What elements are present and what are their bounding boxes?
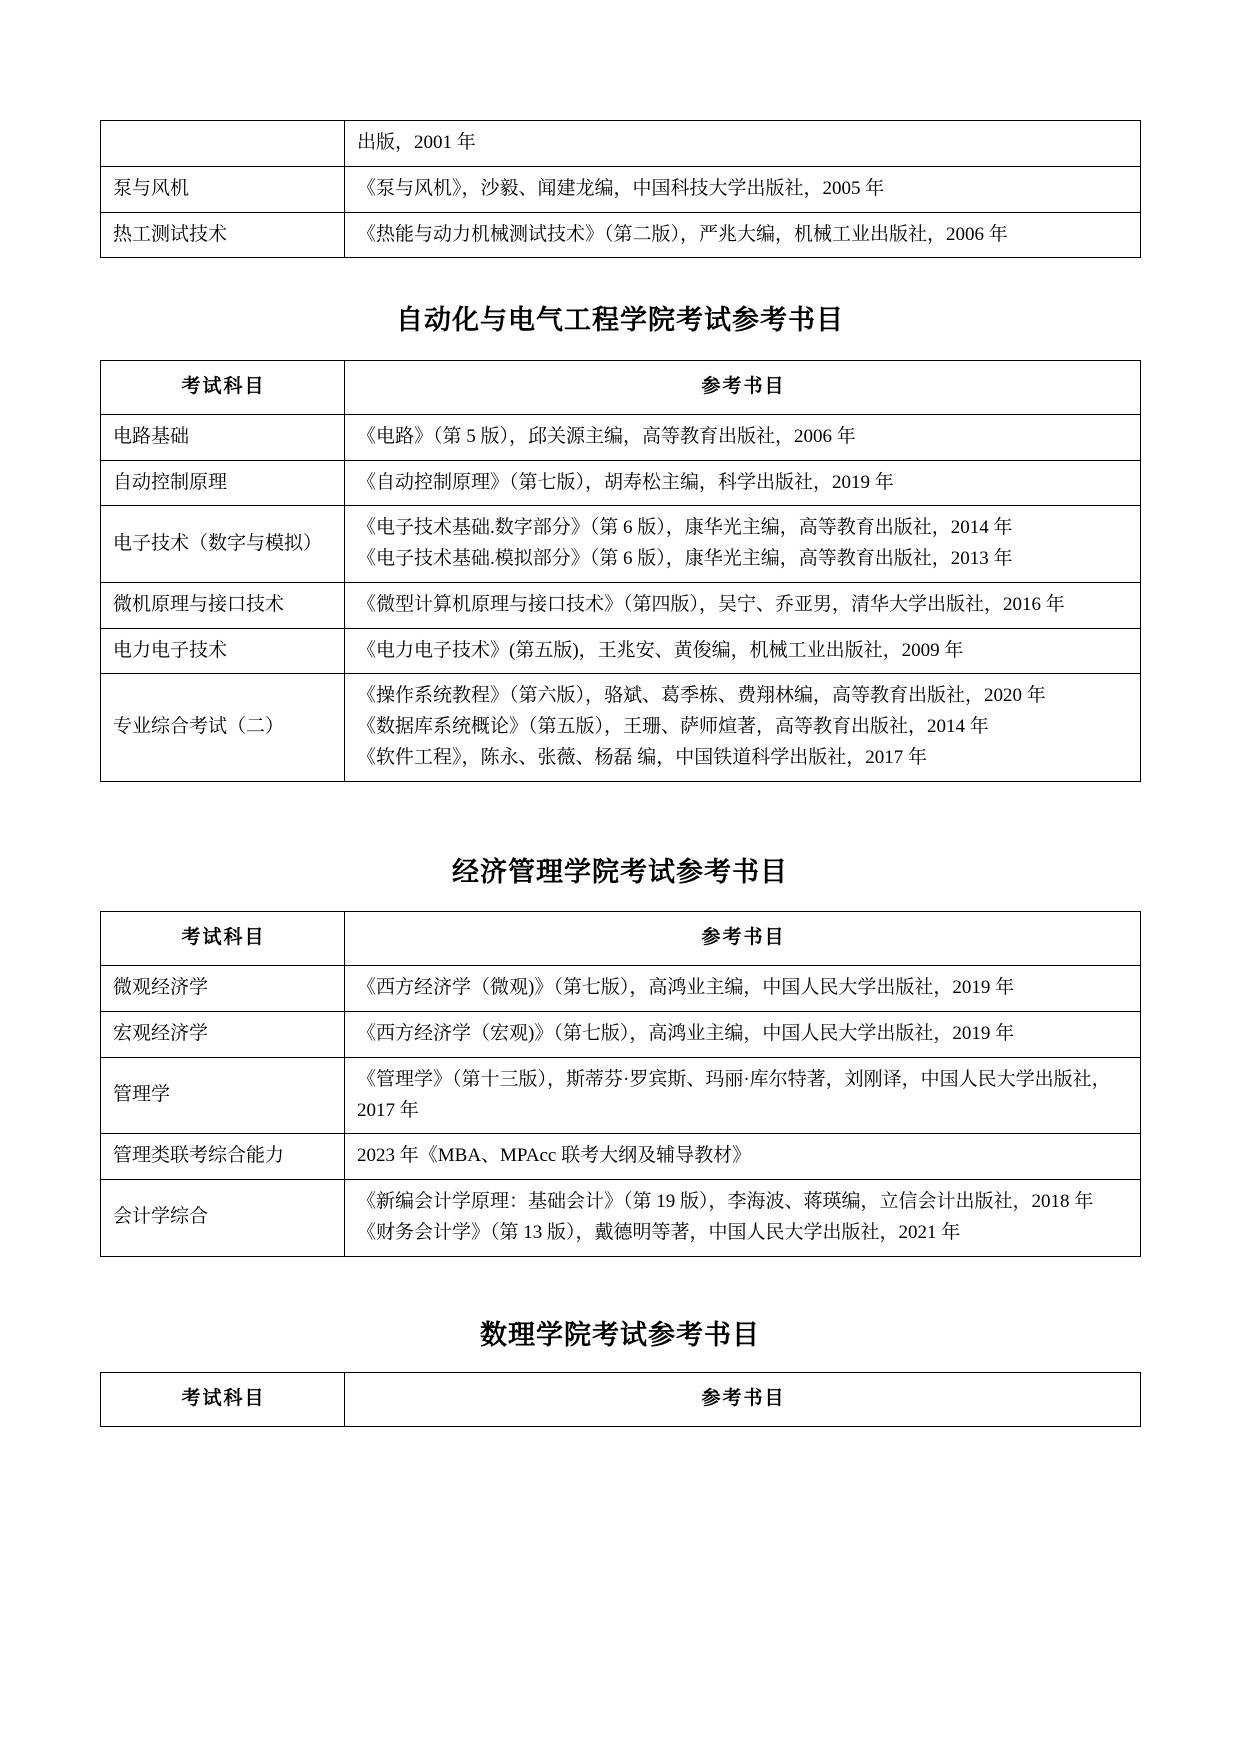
subject-cell: 电力电子技术 [101, 628, 345, 674]
book-line: 《财务会计学》（第 13 版），戴德明等著，中国人民大学出版社，2021 年 [357, 1221, 961, 1243]
column-header-subject: 考试科目 [101, 361, 345, 415]
section-heading-economics: 经济管理学院考试参考书目 [452, 856, 788, 887]
books-cell: 《微型计算机原理与接口技术》（第四版），吴宁、乔亚男，清华大学出版社，2016 年 [345, 582, 1141, 628]
table-row [101, 674, 1141, 781]
subject-cell: 微机原理与接口技术 [101, 582, 345, 628]
table-row [101, 1180, 1141, 1257]
books-cell: 《自动控制原理》（第七版），胡寿松主编，科学出版社，2019 年 [345, 460, 1141, 506]
table-row [101, 212, 1141, 258]
table-row [101, 460, 1141, 506]
table-header-row [101, 912, 1141, 966]
subject-cell: 专业综合考试（二） [101, 674, 345, 781]
table-row [101, 121, 1141, 167]
subject-cell: 微观经济学 [101, 966, 345, 1012]
column-header-books: 参考书目 [345, 912, 1141, 966]
book-line: 《新编会计学原理：基础会计》（第 19 版），李海波、蒋瑛编，立信会计出版社，2018 年 [357, 1191, 1094, 1213]
book-line: 《操作系统教程》（第六版），骆斌、葛季栋、费翔林编，高等教育出版社，2020 年 [357, 685, 1046, 707]
column-header-subject: 考试科目 [101, 912, 345, 966]
book-line: 《电子技术基础.模拟部分》（第 6 版），康华光主编，高等教育出版社，2013 年 [357, 548, 1013, 570]
table-header-row [101, 1373, 1141, 1427]
table-row [101, 506, 1141, 583]
books-cell [345, 506, 1141, 583]
table-row [101, 1134, 1141, 1180]
table-header-row [101, 361, 1141, 415]
column-header-subject: 考试科目 [101, 1373, 345, 1427]
table-row [101, 166, 1141, 212]
continued-reference-table [100, 120, 1141, 258]
books-cell [345, 674, 1141, 781]
table-row [101, 966, 1141, 1012]
books-cell: 2023 年《MBA、MPAcc 联考大纲及辅导教材》 [345, 1134, 1141, 1180]
table-row [101, 1011, 1141, 1057]
reference-table-automation [100, 360, 1141, 782]
table-row [101, 628, 1141, 674]
subject-cell: 泵与风机 [101, 166, 345, 212]
reference-table-economics [100, 911, 1141, 1256]
subject-cell: 管理学 [101, 1057, 345, 1134]
table-row [101, 582, 1141, 628]
table-row [101, 414, 1141, 460]
subject-cell: 电子技术（数字与模拟） [101, 506, 345, 583]
subject-cell: 会计学综合 [101, 1180, 345, 1257]
books-cell: 《西方经济学（宏观)》（第七版），高鸿业主编，中国人民大学出版社，2019 年 [345, 1011, 1141, 1057]
books-cell: 出版，2001 年 [345, 121, 1141, 167]
books-cell: 《电路》（第 5 版），邱关源主编，高等教育出版社，2006 年 [345, 414, 1141, 460]
section-heading-automation: 自动化与电气工程学院考试参考书目 [396, 305, 844, 336]
books-cell: 《热能与动力机械测试技术》（第二版），严兆大编，机械工业出版社，2006 年 [345, 212, 1141, 258]
column-header-books: 参考书目 [345, 361, 1141, 415]
books-cell: 《泵与风机》，沙毅、闻建龙编，中国科技大学出版社，2005 年 [345, 166, 1141, 212]
book-line: 《数据库系统概论》（第五版），王珊、萨师煊著，高等教育出版社，2014 年 [357, 716, 989, 738]
subject-cell: 自动控制原理 [101, 460, 345, 506]
table-row [101, 1057, 1141, 1134]
column-header-books: 参考书目 [345, 1373, 1141, 1427]
reference-table-mathematics [100, 1372, 1141, 1427]
subject-cell [101, 121, 345, 167]
book-line: 《电子技术基础.数字部分》（第 6 版），康华光主编，高等教育出版社，2014 年 [357, 517, 1013, 539]
subject-cell: 热工测试技术 [101, 212, 345, 258]
books-cell: 《管理学》（第十三版），斯蒂芬·罗宾斯、玛丽·库尔特著，刘刚译，中国人民大学出版社，2017 年 [345, 1057, 1141, 1134]
books-cell: 《西方经济学（微观)》（第七版），高鸿业主编，中国人民大学出版社，2019 年 [345, 966, 1141, 1012]
subject-cell: 管理类联考综合能力 [101, 1134, 345, 1180]
book-line: 《软件工程》，陈永、张薇、杨磊 编，中国铁道科学出版社，2017 年 [357, 746, 928, 768]
subject-cell: 宏观经济学 [101, 1011, 345, 1057]
subject-cell: 电路基础 [101, 414, 345, 460]
books-cell: 《电力电子技术》(第五版)，王兆安、黄俊编，机械工业出版社，2009 年 [345, 628, 1141, 674]
section-heading-mathematics: 数理学院考试参考书目 [480, 1319, 760, 1350]
books-cell [345, 1180, 1141, 1257]
